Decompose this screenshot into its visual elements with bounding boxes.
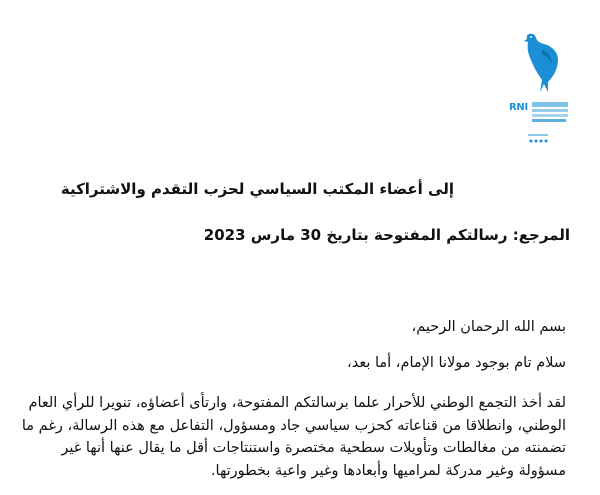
body-paragraph bbox=[0, 392, 566, 482]
body-line: تضمنته من مغالطات وتأويلات سطحية مختصرة واستنتاجات أقل ما يقال عنها أنها غير bbox=[61, 440, 566, 456]
body-line: الوطني، وانطلاقا من قناعاته كحزب سياسي جاد ومسؤول، التفاعل مع هذه الرسالة، رغم ما bbox=[21, 417, 566, 434]
body-line: مسؤولة وغير مدركة لمراميها وأبعادها وغير واعية بخطورتها. bbox=[210, 462, 566, 479]
logo-social-icons bbox=[528, 134, 550, 144]
logo-abbreviation: RNI bbox=[509, 102, 528, 113]
logo-divider bbox=[532, 119, 566, 122]
body-line: لقد أخذ التجمع الوطني للأحرار علما برسالتكم المفتوحة، وارتأى أعضاؤه، تنويرا للرأي العام bbox=[28, 395, 566, 411]
bird-icon bbox=[518, 30, 566, 96]
party-logo bbox=[506, 30, 568, 150]
greeting-salam: سلام تام بوجود مولانا الإمام، أما بعد، bbox=[347, 355, 566, 371]
greeting-basmala: بسم الله الرحمان الرحيم، bbox=[411, 319, 566, 335]
recipient-heading: إلى أعضاء المكتب السياسي لحزب التقدم والاشتراكية bbox=[60, 180, 454, 198]
logo-name-lines bbox=[532, 102, 568, 117]
reference-line: المرجع: رسالتكم المفتوحة بتاريخ 30 مارس 2023 bbox=[203, 226, 570, 244]
